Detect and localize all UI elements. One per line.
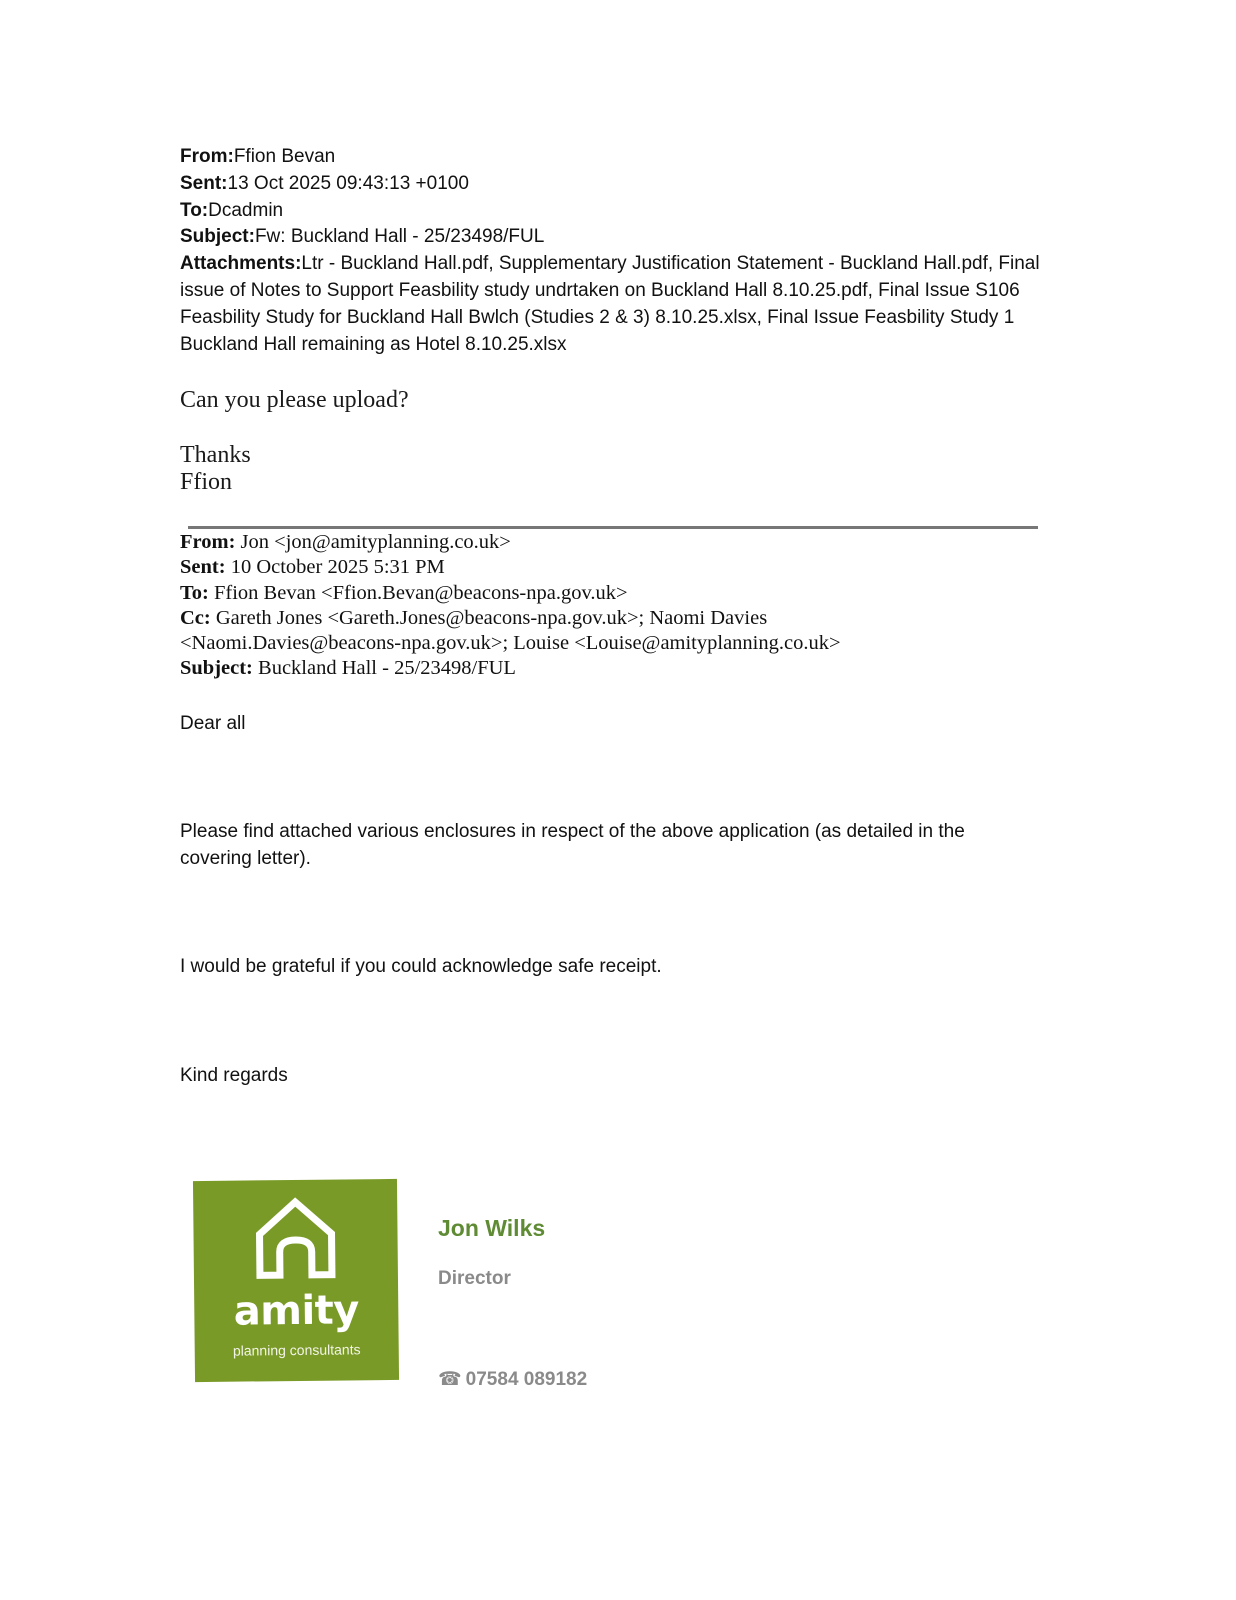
original-header: [180, 530, 1040, 682]
original-cc-continued: <Naomi.Davies@beacons-npa.gov.uk>; Louise <Louise@amityplanning.co.uk>: [180, 632, 841, 655]
signature-phone: [438, 1368, 587, 1391]
forward-from: From:Ffion Bevan: [180, 146, 336, 167]
kind-regards: Kind regards: [180, 1065, 288, 1086]
forward-header: [180, 144, 1060, 358]
original-cc: Cc: Gareth Jones <Gareth.Jones@beacons-npa.gov.uk>; Naomi Davies: [180, 606, 768, 629]
forward-signoff: [180, 442, 251, 496]
amity-logo: [193, 1179, 399, 1382]
house-icon: [193, 1179, 398, 1291]
greeting: Dear all: [180, 713, 246, 734]
forward-to: To:Dcadmin: [180, 199, 284, 221]
forward-request-text: Can you please upload?: [180, 387, 409, 413]
forward-attachments: Attachments:Ltr - Buckland Hall.pdf, Supplementary Justification Statement - Buckland Hall.pdf, Final issue of Notes to Support Feasbility study undrtaken on Buckland Hall 8.10.25.pdf, Final Issue S106 Feasbility Study for Buckland Hall Bwlch (Studies 2 & 3) 8.10.25.xlsx, Final Issue Feasbility Study 1 Buckland Hall remaining as Hotel 8.10.25.xlsx: [180, 253, 1040, 355]
forward-sent: Sent:13 Oct 2025 09:43:13 +0100: [180, 172, 469, 194]
signature-name: Jon Wilks: [438, 1215, 546, 1241]
forward-sender-name: Ffion: [180, 469, 233, 495]
original-sent: Sent: 10 October 2025 5:31 PM: [180, 556, 445, 579]
forward-subject: Subject:Fw: Buckland Hall - 25/23498/FUL: [180, 226, 545, 248]
forward-thanks: Thanks: [180, 442, 251, 468]
message-divider: [188, 526, 1038, 529]
original-from: From: Jon <jon@amityplanning.co.uk>: [180, 531, 511, 553]
original-to: To: Ffion Bevan <Ffion.Bevan@beacons-npa.gov.uk>: [180, 581, 628, 604]
logo-tagline: planning consultants: [232, 1341, 361, 1359]
original-subject: Subject: Buckland Hall - 25/23498/FUL: [180, 657, 516, 680]
body-paragraph-enclosures: Please find attached various enclosures in respect of the above application (as detailed in the covering letter).: [180, 821, 965, 869]
signature-title: Director: [438, 1268, 511, 1289]
phone-number: 07584 089182: [465, 1369, 588, 1390]
phone-icon: ☎: [438, 1368, 462, 1390]
body-paragraph-receipt: I would be grateful if you could acknowledge safe receipt.: [180, 956, 662, 977]
logo-brand: amity: [233, 1287, 360, 1335]
